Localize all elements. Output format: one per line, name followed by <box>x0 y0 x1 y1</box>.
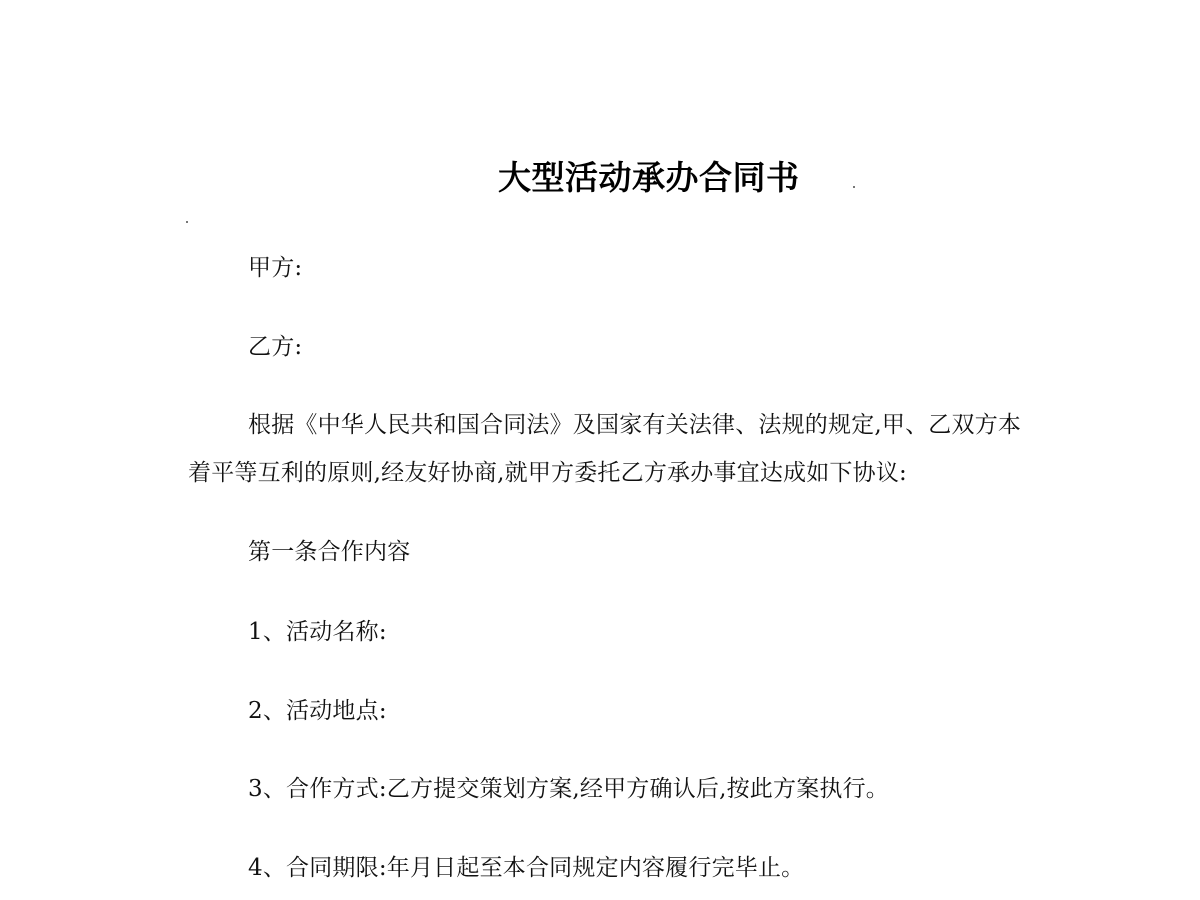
clause-item-4: 4、合同期限:年月日起至本合同规定内容履行完毕止。 <box>248 855 805 881</box>
article-1-heading: 第一条合作内容 <box>248 539 411 565</box>
scan-speck <box>853 186 855 188</box>
clause-item-1: 1、活动名称: <box>248 619 387 645</box>
clause-item-2: 2、活动地点: <box>248 698 387 724</box>
party-a-label: 甲方: <box>248 255 303 281</box>
clause-item-3: 3、合作方式:乙方提交策划方案,经甲方确认后,按此方案执行。 <box>248 776 890 802</box>
preamble-line-1: 根据《中华人民共和国合同法》及国家有关法律、法规的规定,甲、乙双方本 <box>248 412 1022 438</box>
party-b-label: 乙方: <box>248 334 303 360</box>
preamble-line-2: 着平等互利的原则,经友好协商,就甲方委托乙方承办事宜达成如下协议: <box>188 460 907 486</box>
scan-speck <box>186 221 188 223</box>
document-title: 大型活动承办合同书 <box>498 158 800 197</box>
